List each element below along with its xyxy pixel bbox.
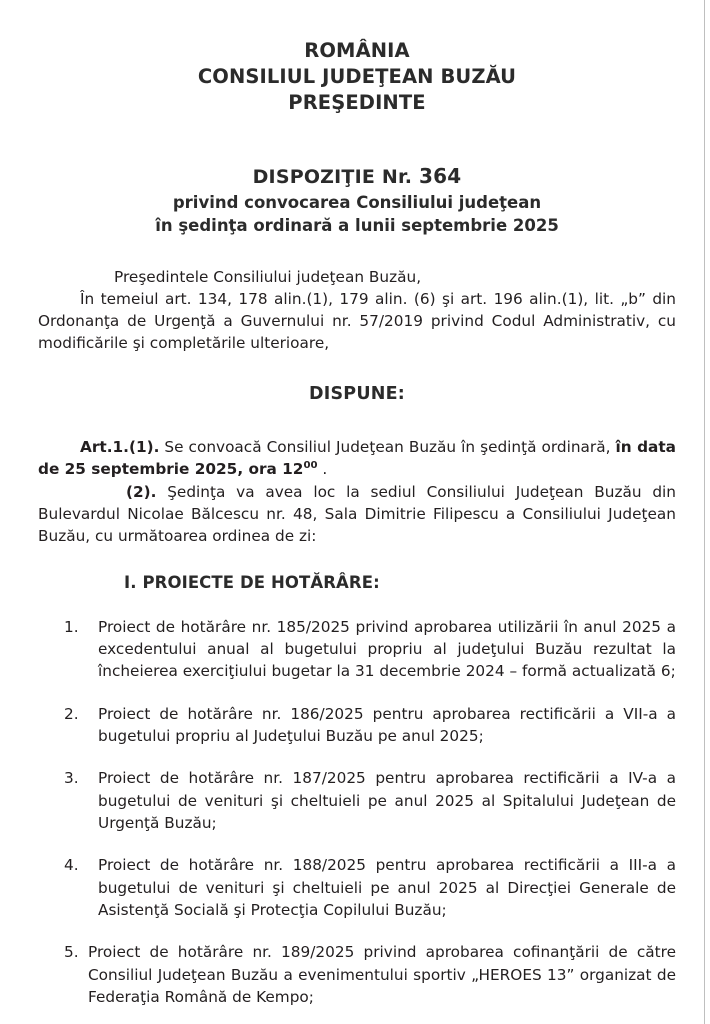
title-dispozitie-number: 364 [419,163,462,188]
preamble-block [38,266,676,354]
masthead-council: CONSILIUL JUDEŢEAN BUZĂU [197,64,517,88]
list-item [38,767,676,834]
preamble-legal-basis: În temeiul art. 134, 178 alin.(1), 179 alin. (6) şi art. 196 alin.(1), lit. „b” din Ordonanţa de Urgenţă a Guvernului nr. 57/2019 privind Codul Administrativ, cu modificările şi completările ulterioare, [38,289,676,352]
preamble-signatory: Preşedintele Consiliului judeţean Buzău, [114,267,422,286]
list-item [38,703,676,748]
list-item-number: 1. [64,617,79,636]
title-session-line: în şedinţa ordinară a lunii septembrie 2025 [155,216,559,236]
list-item-number: 3. [64,769,79,788]
dispune-heading: DISPUNE: [309,383,405,404]
list-item [38,941,676,1008]
page-edge-line [704,0,705,1024]
masthead-country: ROMÂNIA [304,39,410,62]
article-2 [38,481,676,547]
list-item [38,854,676,921]
list-item-text: Proiect de hotărâre nr. 186/2025 pentru aprobarea rectificării a VII-a a bugetului propriu al Judeţului Buzău pe anul 2025; [98,704,676,746]
article-1-tail: . [317,459,328,478]
projects-list [38,616,676,1009]
list-item-text: Proiect de hotărâre nr. 189/2025 privind aprobarea cofinanţării de către Consiliul Judeţean Buzău a evenimentului sportiv „HEROES 13” organizat de Federaţia Română de Kempo; [88,943,676,1006]
list-item-text: Proiect de hotărâre nr. 188/2025 pentru aprobarea rectificării a III-a a bugetului de venituri şi cheltuieli pe anul 2025 al Direcţiei Generale de Asistenţă Socială şi Protecţia Copilului Buzău; [98,856,676,919]
article-2-text: Şedinţa va avea loc la sediul Consiliului Judeţean Buzău din Bulevardul Nicolae Bălcescu nr. 48, Sala Dimitrie Filipescu a Consiliului Judeţean Buzău, cu următoarea ordinea de zi: [38,482,676,545]
list-item-number: 4. [64,856,79,875]
title-dispozitie-line [38,162,676,191]
masthead-role: PREŞEDINTE [288,90,426,114]
list-item-number: 2. [64,704,79,723]
list-item-text: Proiect de hotărâre nr. 187/2025 pentru aprobarea rectificării a IV-a a bugetului de venituri şi cheltuieli pe anul 2025 al Spitalului Judeţean de Urgenţă Buzău; [98,769,676,833]
document-title [38,162,676,238]
article-1-datetime: în data de 25 septembrie 2025, ora 12 [38,437,676,478]
article-1-hour-superscript: 00 [303,459,318,471]
list-item [38,616,676,683]
article-1 [38,436,676,480]
article-1-label: Art.1.(1). [80,437,160,456]
article-1-text: Se convoacă Consiliul Judeţean Buzău în şedinţă ordinară, [159,437,616,456]
articles-block [38,436,676,547]
document-content [38,0,676,1024]
masthead [38,0,676,116]
title-dispozitie-prefix: DISPOZIŢIE Nr. [252,165,420,188]
title-subject-line: privind convocarea Consiliului judeţean [172,192,542,212]
article-2-label: (2). [126,482,157,501]
list-item-text: Proiect de hotărâre nr. 185/2025 privind aprobarea utilizării în anul 2025 a excedentului anual al bugetului propriu al judeţului Buzău rezultat la încheierea exerciţiului bugetar la 31 decembrie 2024 – formă actualizată 6; [98,617,676,681]
section-heading-proiecte: I. PROIECTE DE HOTĂRÂRE: [124,572,380,592]
list-item-number: 5. [64,943,79,962]
